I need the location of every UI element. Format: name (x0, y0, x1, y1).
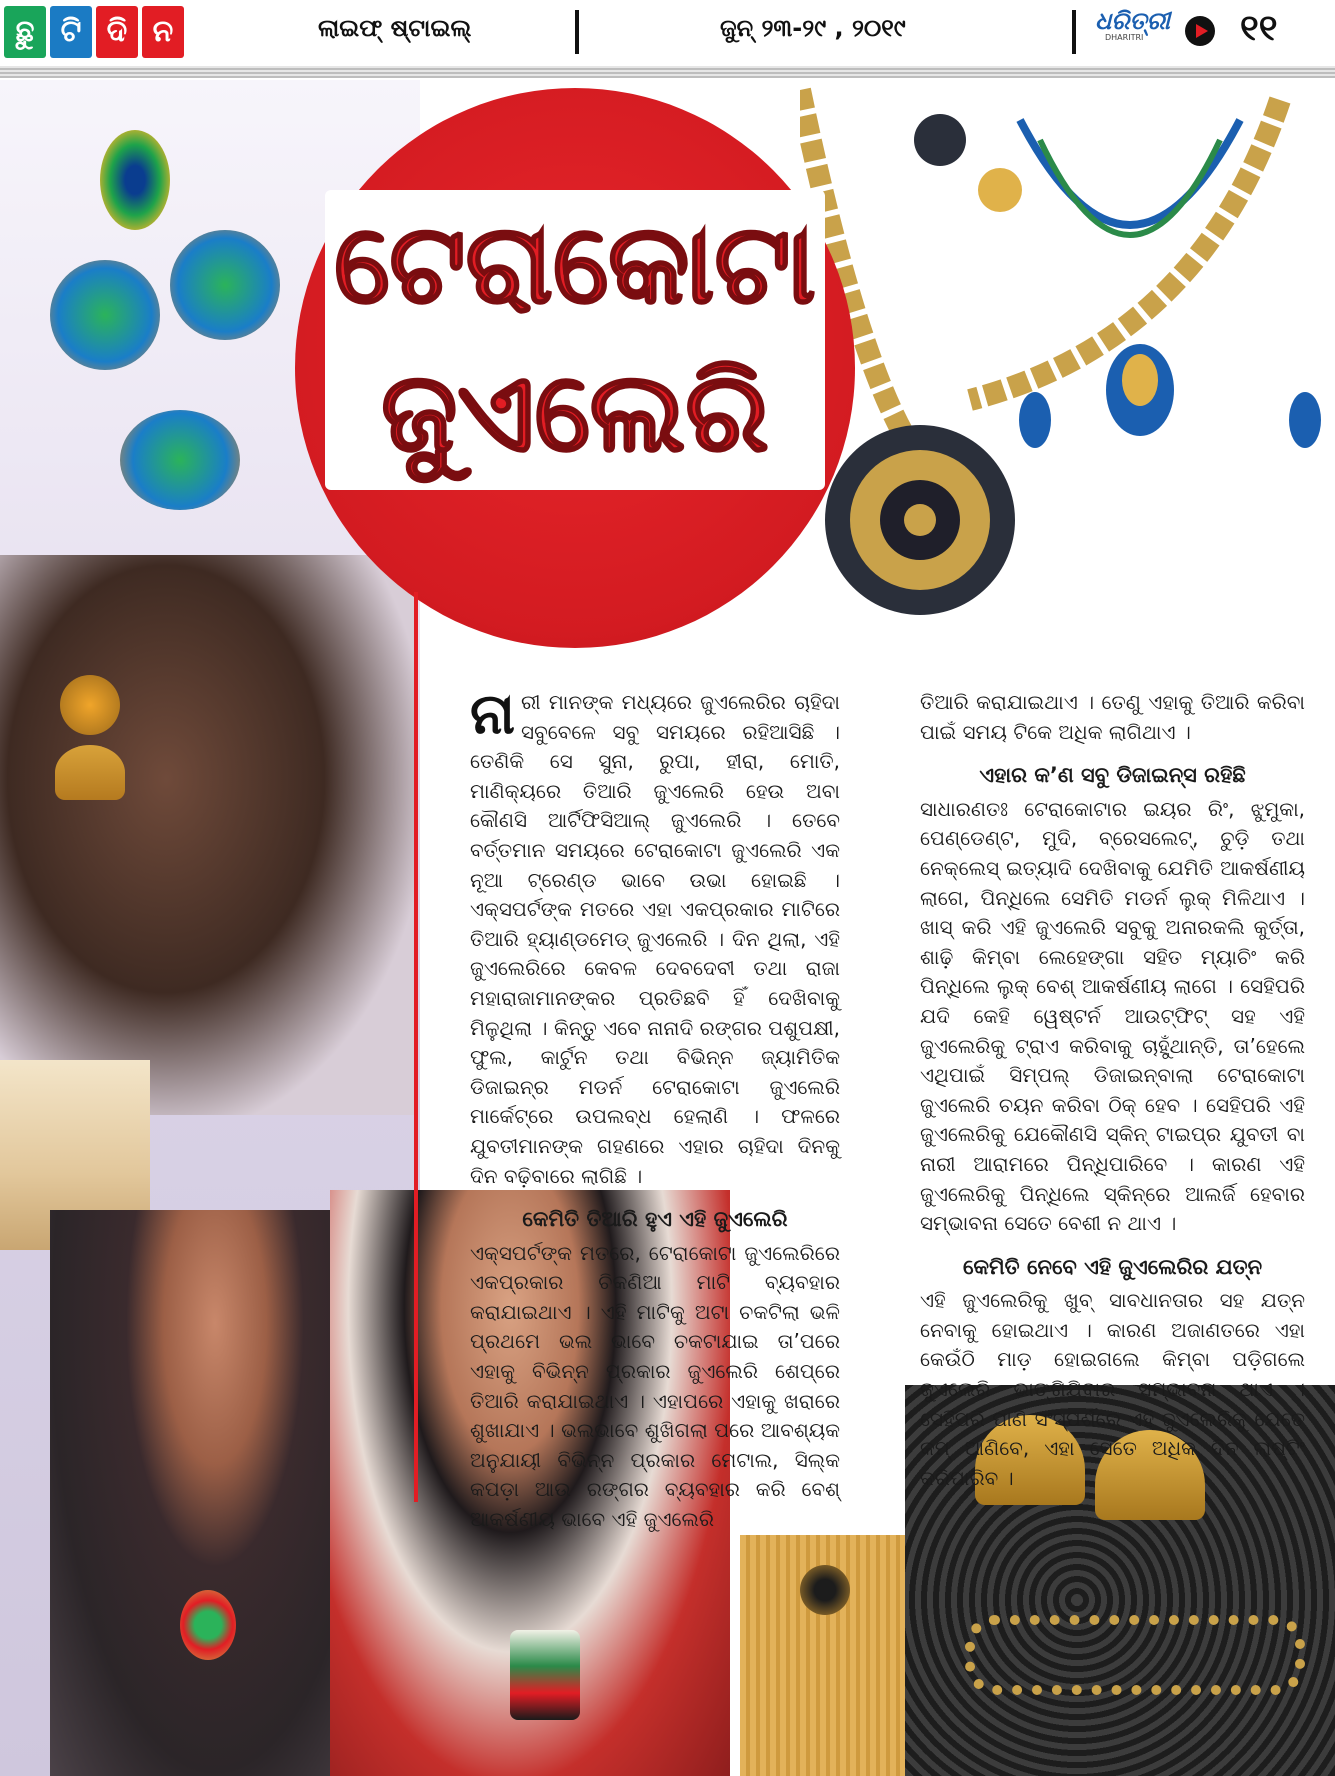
brand-logo (1095, 6, 1175, 56)
red-vertical-rule (414, 592, 418, 1502)
article-column-1 (470, 682, 840, 1535)
jhumka-earring-icon (170, 230, 280, 340)
pendant-icon (800, 1565, 850, 1615)
heading-designs: ଏହାର କ’ଣ ସବୁ ଡିଜାଇନ୍ସ ରହିଛି (979, 763, 1246, 788)
necklace-pendant-icon (180, 1590, 236, 1660)
jhumka-earring-icon (55, 745, 125, 800)
earring-hair-photo (0, 555, 415, 1115)
peacock-earrings-photo (30, 90, 310, 530)
necklace-illustration (800, 80, 1335, 660)
care-paragraph: ଏହି ଜୁଏଲେରିକୁ ଖୁବ୍ ସାବଧାନତାର ସହ ଯତ୍ନ ନେବାକୁ ହୋଇଥାଏ । କାରଣ ଅଜାଣତରେ ଏହା କେଉଁଠି ମାଡ଼ ହୋଇଗଲେ କିମ୍ବା ପଡ଼ିଗଲେ ଜୁଏଲେରି ଭାଙ୍ଗିଯିବାର ସମ୍ଭାବନା ଥାଏ । ସେହିପରି ପାଣି ସଂସ୍ପର୍ଶରେ ଏହି ଜୁଏଲେରିକୁ ଯେତେ କମ୍ ଆଣିବେ, ଏହା ସେତେ ଅଧିକ ଦିନ ଲାଷ୍ଟିଂ କରିପାରିବ । (920, 1288, 1305, 1490)
logo-letter-1: ଛୁ (4, 6, 46, 58)
article-column-2 (920, 688, 1305, 1493)
bead-necklace-icon (965, 1615, 1305, 1695)
designs-paragraph: ସାଧାରଣତଃ ଟେରାକୋଟାର ଇୟର ରିଂ, ଝୁମୁକା, ପେଣ୍ଡେଣ୍ଟ, ମୁଦି, ବ୍ରେସଲେଟ୍, ଚୁଡ଼ି ତଥା ନେକ୍‌ଲେସ୍ ଇତ୍ୟାଦି ଦେଖିବାକୁ ଯେମିତି ଆକର୍ଷଣୀୟ ଲାଗେ, ପିନ୍ଧିଲେ ସେମିତି ମଡର୍ନ ଲୁକ୍ ମିଳିଥାଏ । ଖାସ୍ କରି ଏହି ଜୁଏଲେରି ସବୁକୁ ଅନାରକଲି କୁର୍ତ୍ତା, ଶାଢ଼ି କିମ୍ବା ଲେହେଙ୍ଗା ସହିତ ମ୍ୟାଚିଂ କରି ପିନ୍ଧିଲେ ଲୁକ୍ ବେଶ୍ ଆକର୍ଷଣୀୟ ଲାଗେ । ସେହିପରି ଯଦି କେହି ୱେଷ୍ଟର୍ନ ଆଉଟ୍‌ଫିଟ୍ ସହ ଏହି ଜୁଏଲେରିକୁ ଟ୍ରାଏ କରିବାକୁ ଚାହୁଁଥାନ୍ତି, ତା’ହେଲେ ଏଥିପାଇଁ ସିମ୍ପଲ୍ ଡିଜାଇନ୍‌ବାଲା ଟେରାକୋଟା ଜୁଏଲେରି ଚୟନ କରିବା ଠିକ୍ ହେବ । ସେହିପରି ଏହି ଜୁଏଲେରିକୁ ଯେକୌଣସି ସ୍କିନ୍ ଟାଇପ୍‌ର ଯୁବତୀ ବା ନାରୀ ଆରାମରେ ପିନ୍ଧିପାରିବେ । କାରଣ ଏହି ଜୁଏଲେରିକୁ ପିନ୍ଧିଲେ ସ୍କିନ୍‌ରେ ଆଲର୍ଜି ହେବାର ସମ୍ଭାବନା ସେତେ ବେଶୀ ନ ଥାଏ । (920, 796, 1305, 1236)
jhumka-earring-icon (50, 260, 160, 370)
headline-line-1: ଟେରାକୋଟା (334, 200, 816, 328)
header-rule (0, 66, 1335, 78)
section-label: ଲାଇଫ୍ ଷ୍ଟାଇଲ୍ (318, 14, 472, 42)
header-divider (575, 10, 579, 54)
brand-subtitle: DHARITRI (1105, 33, 1144, 42)
brand-name: ଧରିତ୍ରୀ (1095, 6, 1170, 35)
heading-how-made: କେମିତି ତିଆରି ହୁଏ ଏହି ଜୁଏଲେରି (522, 1207, 788, 1232)
logo-letter-4: ନ (142, 6, 184, 58)
continued-paragraph: ତିଆରି କରାଯାଇଥାଏ । ତେଣୁ ଏହାକୁ ତିଆରି କରିବା ପାଇଁ ସମୟ ଟିକେ ଅଧିକ ଲାଗିଥାଏ । (920, 690, 1305, 744)
jhumka-earring-icon (60, 675, 120, 735)
logo-letter-3: ଦି (96, 6, 138, 58)
intro-paragraph (470, 682, 840, 1191)
page-number: ୧୧ (1240, 8, 1278, 49)
drop-cap: ନା (470, 682, 516, 747)
how-made-paragraph: ଏକ୍ସପର୍ଟଙ୍କ ମତରେ, ଟେରାକୋଟା ଜୁଏଲେରିରେ ଏକପ୍ରକାର ଚିକଣିଆ ମାଟି ବ୍ୟବହାର କରାଯାଇଥାଏ । ଏହି ମାଟିକୁ ଅଟା ଚକଟିଲା ଭଳି ପ୍ରଥମେ ଭଲ ଭାବେ ଚକଟାଯାଇ ତା’ପରେ ଏହାକୁ ବିଭିନ୍ନ ପ୍ରକାର ଜୁଏଲେରି ଶେପ୍‌ରେ ତିଆରି କରାଯାଇଥାଏ । ଏହାପରେ ଏହାକୁ ଖରାରେ ଶୁଖାଯାଏ । ଭଲଭାବେ ଶୁଖିଗଲା ପରେ ଆବଶ୍ୟକ ଅନୁଯାୟୀ ବିଭିନ୍ନ ପ୍ରକାର ମେଟାଲ, ସିଲ୍କ କପଡ଼ା ଆଉ ରଙ୍ଗର ବ୍ୟବହାର କରି ବେଶ୍ ଆକର୍ଷଣୀୟ ଭାବେ ଏହି ଜୁଏଲେରି (470, 1240, 840, 1532)
necklace-pendant-icon (510, 1630, 580, 1720)
masthead (0, 0, 1335, 72)
terracotta-necklace-photo (800, 80, 1335, 660)
heading-care: କେମିତି ନେବେ ଏହି ଜୁଏଲେରିର ଯତ୍ନ (962, 1254, 1263, 1279)
jhumka-earring-icon (120, 410, 240, 510)
logo-letter-2: ଟି (50, 6, 92, 58)
play-icon (1185, 16, 1215, 46)
header-divider (1072, 10, 1076, 54)
intro-text: ରୀ ମାନଙ୍କ ମଧ୍ୟରେ ଜୁଏଲେରିର ଚାହିଦା ସବୁବେଳେ ସବୁ ସମୟରେ ରହିଆସିଛି । ତେଣିକି ସେ ସୁନା, ରୁପା, ହୀରା, ମୋତି, ମାଣିକ୍ୟରେ ତିଆରି ଜୁଏଲେରି ହେଉ ଅବା କୌଣସି ଆର୍ଟିଫିସିଆଲ୍ ଜୁଏଲେରି । ତେବେ ବର୍ତ୍ତମାନ ସମୟରେ ଟେରାକୋଟା ଜୁଏଲେରି ଏକ ନୂଆ ଟ୍ରେଣ୍ଡ ଭାବେ ଉଭା ହୋଇଛି । ଏକ୍ସପର୍ଟଙ୍କ ମତରେ ଏହା ଏକପ୍ରକାର ମାଟିରେ ତିଆରି ହ୍ୟାଣ୍ଡମେଡ୍ ଜୁଏଲେରି । ଦିନ ଥିଲା, ଏହି ଜୁଏଲେରିରେ କେବଳ ଦେବଦେବୀ ତଥା ରାଜା ମହାରାଜାମାନଙ୍କର ପ୍ରତିଛବି ହିଁ ଦେଖିବାକୁ ମିଳୁଥିଲା । କିନ୍ତୁ ଏବେ ନାନାଦି ରଙ୍ଗର ପଶୁପକ୍ଷୀ, ଫୁଲ, କାର୍ଟୁନ ତଥା ବିଭିନ୍ନ ଜ୍ୟାମିତିକ ଡିଜାଇନ୍‌ର ମଡର୍ନ ଟେରାକୋଟା ଜୁଏଲେରି ମାର୍କେଟ୍‌ରେ ଉପଲବ୍ଧ ହେଲାଣି । ଫଳରେ ଯୁବତୀମାନଙ୍କ ଗହଣରେ ଏହାର ଚାହିଦା ଦିନକୁ ଦିନ ବଢ଼ିବାରେ ଲାଗିଛି । (470, 690, 840, 1188)
peacock-feather-icon (100, 130, 170, 230)
headline-line-2: ଜୁଏଲେରି (381, 348, 769, 476)
issue-date: ଜୁନ୍ ୨୩-୨୯ , ୨୦୧୯ (720, 14, 906, 42)
